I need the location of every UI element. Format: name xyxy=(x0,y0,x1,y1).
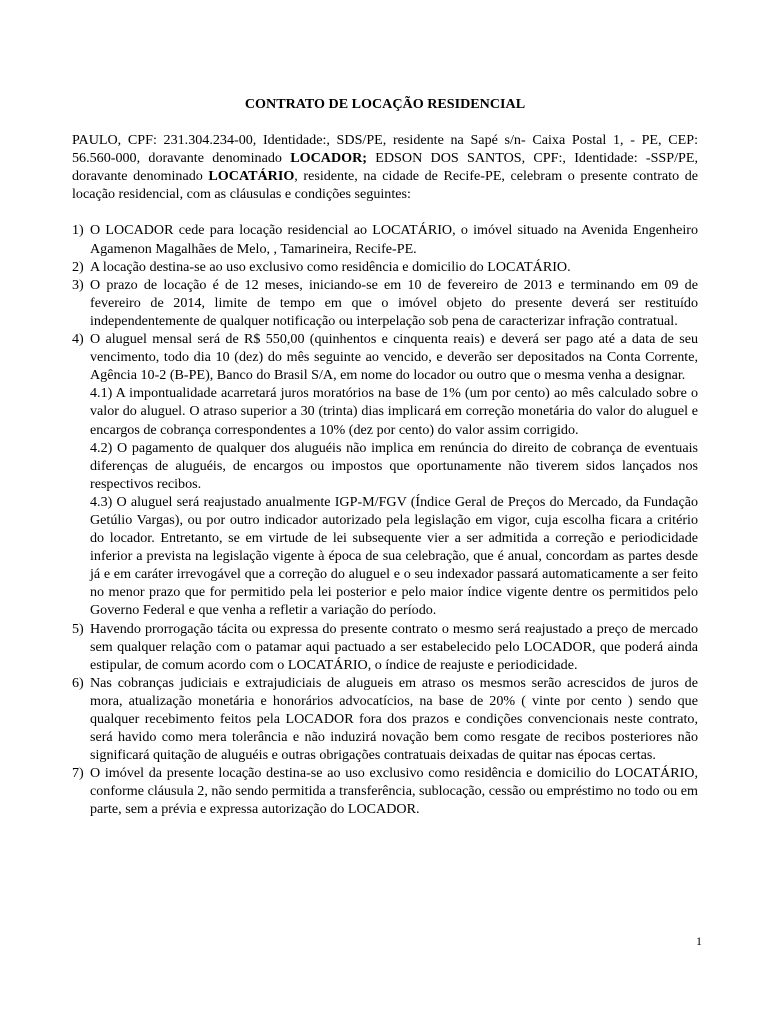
clause-number: 1) xyxy=(72,222,84,239)
clause-2 xyxy=(72,258,698,276)
clause-number: 2) xyxy=(72,258,84,275)
intro-locador: LOCADOR; xyxy=(290,150,367,167)
intro-text-2: EDSON DOS SANTOS, CPF:, Identidade: -SSP/PE, doravante denominado xyxy=(72,150,698,185)
clause-text: O aluguel mensal será de R$ 550,00 (quinhentos e cinquenta reais) e deverá ser pago até a data de seu vencimento, todo dia 10 (dez) do mês seguinte ao vencido, e deverão ser depositados na Conta Corrente, Agência 10-2 (B-PE), Banco do Brasil S/A, em nome do locador ou outro que o mesma venha a designar. xyxy=(90,331,698,384)
clause-text: O imóvel da presente locação destina-se ao uso exclusivo como residência e domicilio do LOCATÁRIO, conforme cláusula 2, não sendo permitida a transferência, sublocação, cessão ou empréstimo no todo ou em parte, sem a prévia e expressa autorização do LOCADOR. xyxy=(90,765,698,818)
clause-text: A locação destina-se ao uso exclusivo como residência e domicilio do LOCATÁRIO. xyxy=(90,258,571,275)
clause-number: 6) xyxy=(72,674,84,691)
document-title: CONTRATO DE LOCAÇÃO RESIDENCIAL xyxy=(244,96,526,112)
clause-number: 3) xyxy=(72,276,84,293)
page-number: 1 xyxy=(696,934,702,948)
clause-text: Havendo prorrogação tácita ou expressa do presente contrato o mesmo será reajustado a preço de mercado sem qualquer relação com o patamar aqui pactuado a ser estabelecido pelo LOCADOR, que poderá ainda estipular, de comum acordo com o LOCATÁRIO, o índice de reajuste e periodicidade. xyxy=(90,620,698,673)
subclause-4-1: 4.1) A impontualidade acarretará juros moratórios na base de 1% (um por cento) ao mês calculado sobre o valor do aluguel. O atraso superior a 30 (trinta) dias implicará em correção monetária do valor do aluguel e encargos de cobrança correspondentes a 10% (dez por cento) do valor assim corrigido. xyxy=(90,385,698,438)
intro-text-1: PAULO, CPF: 231.304.234-00, Identidade:, SDS/PE, residente na Sapé s/n- Caixa Postal 1, - PE, CEP: 56.560-000, doravante denominado xyxy=(72,132,698,167)
clause-5 xyxy=(72,620,698,674)
clause-number: 7) xyxy=(72,765,84,782)
intro-text-3: , residente, na cidade de Recife-PE, celebram o presente contrato de locação residencial, com as cláusulas e condições seguintes: xyxy=(72,168,699,203)
clause-7 xyxy=(72,764,698,818)
clause-text: Nas cobranças judiciais e extrajudiciais de alugueis em atraso os mesmos serão acrescidos de juros de mora, atualização monetária e honorários advocatícios, na base de 20% ( vinte por cento ) sendo que qualquer recebimento feitos pela LOCADOR fora dos prazos e condições convencionais neste contrato, será havido como mera tolerância e não induzirá novação bem como resgate de recibos posteriores não significará quitação de aluguéis e outras obrigações contratuais deixadas de quitar nas épocas certas. xyxy=(90,674,698,764)
clause-text: O LOCADOR cede para locação residencial ao LOCATÁRIO, o imóvel situado na Avenida Engenheiro Agamenon Magalhães de Melo, , Tamarineira, Recife-PE. xyxy=(90,222,698,257)
clauses-list xyxy=(72,221,698,818)
clause-text: O prazo de locação é de 12 meses, iniciando-se em 10 de fevereiro de 2013 e terminando em 09 de fevereiro de 2014, limite de tempo em que o imóvel objeto do presente deverá ser restituído independentemente de qualquer notificação ou interpelação sob pena de caracterizar infração contratual. xyxy=(90,276,698,329)
subclause-4-2: 4.2) O pagamento de qualquer dos aluguéis não implica em renúncia do direito de cobrança de eventuais diferenças de aluguéis, de encargos ou impostos que oportunamente não tiverem sidos lançados nos respectivos recibos. xyxy=(90,439,698,492)
clause-3 xyxy=(72,276,698,330)
clause-6 xyxy=(72,674,698,764)
clause-1 xyxy=(72,221,698,257)
clause-number: 5) xyxy=(72,620,84,637)
clause-4 xyxy=(72,330,698,620)
clause-number: 4) xyxy=(72,331,84,348)
intro-locatario: LOCATÁRIO xyxy=(208,168,295,185)
intro-paragraph xyxy=(72,131,698,203)
subclause-4-3: 4.3) O aluguel será reajustado anualmente IGP-M/FGV (Índice Geral de Preços do Mercado, da Fundação Getúlio Vargas), ou por outro indicador autorizado pela legislação em vigor, cuja escolha ficara a critério do locador. Entretanto, se em virtude de lei subsequente vier a ser admitida a correção e periodicidade inferior a prevista na legislação vigente à época de sua celebração, que é anual, concordam as partes desde já e em caráter irrevogável que a correção do aluguel e o seu indexador passará automaticamente a ser feito no menor prazo que for permitido pela lei posterior e pelo maior índice vigente dentre os permitidos pelo Governo Federal e que venha a refletir a variação do período. xyxy=(90,493,698,619)
